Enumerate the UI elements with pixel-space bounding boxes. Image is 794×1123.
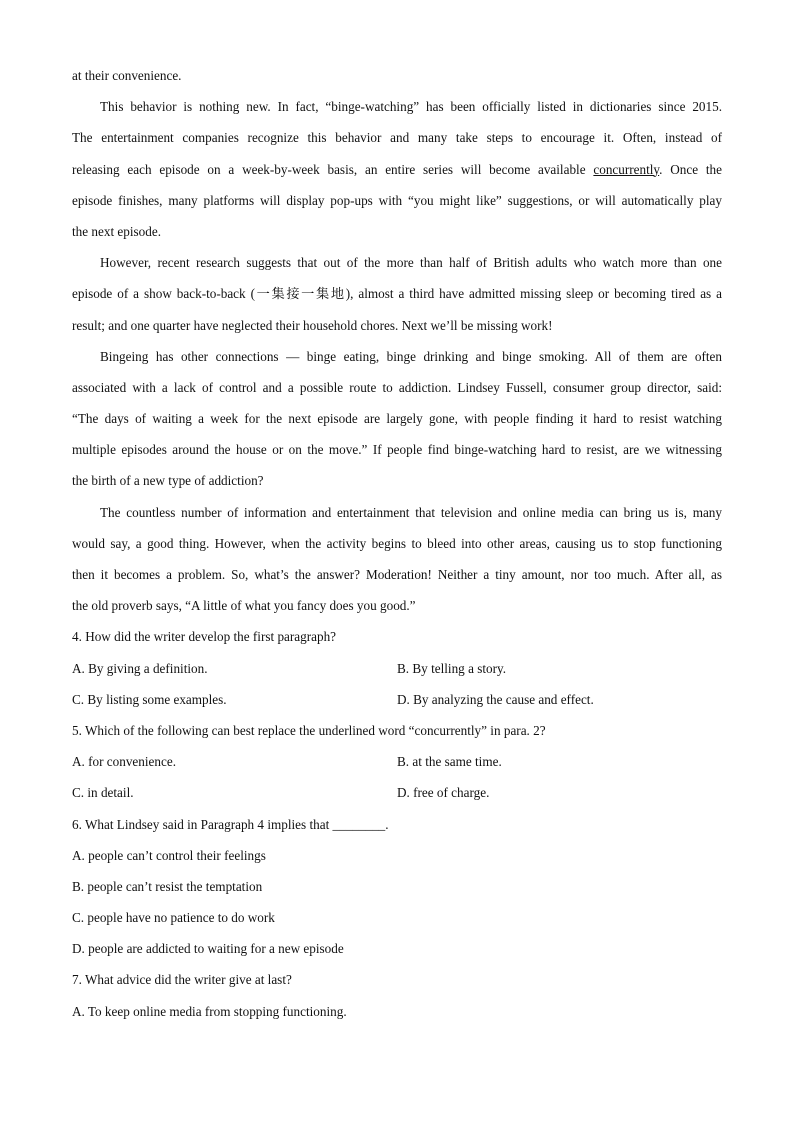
option-d: D. free of charge. — [397, 785, 490, 801]
passage-line: result; and one quarter have neglected their household chores. Next we’ll be missing work! — [72, 317, 553, 333]
passage-paragraph-4 — [72, 497, 722, 622]
passage-paragraph-2 — [72, 247, 722, 341]
option-b: B. By telling a story. — [397, 660, 507, 676]
passage-paragraph-1 — [72, 91, 722, 247]
question-stem: 6. What Lindsey said in Paragraph 4 implies that ________. — [72, 816, 389, 832]
option-row — [72, 653, 722, 684]
passage-line: then it becomes a problem. So, what’s the answer? Moderation! Neither a tiny amount, nor too much. After all, as — [72, 567, 722, 582]
option-c: C. people have no patience to do work — [72, 910, 275, 926]
option-row — [72, 746, 722, 777]
question-stem: 4. How did the writer develop the first paragraph? — [72, 629, 337, 645]
question-6 — [72, 809, 722, 965]
passage-line-with-underline — [72, 154, 722, 185]
document-page — [72, 60, 722, 1027]
option-b: B. at the same time. — [397, 754, 502, 770]
passage-line: This behavior is nothing new. In fact, “binge-watching” has been officially listed in dictionaries since 2015. — [100, 99, 722, 115]
option-a: A. people can’t control their feelings — [72, 847, 266, 863]
passage-line: episode finishes, many platforms will display pop-ups with “you might like” suggestions, or will automatically play — [72, 192, 722, 208]
option-row — [72, 777, 722, 808]
option-a: A. for convenience. — [72, 754, 176, 770]
passage-line: episode of a show back-to-back (一集接一集地), almost a third have admitted missing sleep or becoming tired as a — [72, 286, 722, 302]
question-4 — [72, 621, 722, 715]
passage-line: associated with a lack of control and a possible route to addiction. Lindsey Fussell, consumer group director, said: — [72, 379, 722, 395]
option-a: A. By giving a definition. — [72, 660, 208, 676]
passage-text: . Once the — [659, 161, 723, 177]
passage-line: The entertainment companies recognize this behavior and many take steps to encourage it. Often, instead of — [72, 130, 722, 146]
passage-line: The countless number of information and entertainment that television and online media can bring us is, many — [100, 504, 722, 520]
passage-line: the old proverb says, “A little of what you fancy does you good.” — [72, 598, 416, 614]
question-stem: 5. Which of the following can best replace the underlined word “concurrently” in para. 2? — [72, 722, 546, 738]
option-c: C. in detail. — [72, 785, 134, 801]
passage-line: Bingeing has other connections — binge eating, binge drinking and binge smoking. All of them are often — [100, 348, 722, 364]
passage-text: releasing each episode on a week-by-week basis, an entire series will become available — [72, 161, 586, 177]
option-d: D. people are addicted to waiting for a new episode — [72, 941, 344, 957]
underlined-word: concurrently — [593, 161, 660, 177]
passage-line: the birth of a new type of addiction? — [72, 473, 264, 489]
question-5 — [72, 715, 722, 809]
passage-line: multiple episodes around the house or on the move.” If people find binge-watching hard to resist, are we witnessing — [72, 442, 722, 458]
question-7 — [72, 964, 722, 1026]
option-b: B. people can’t resist the temptation — [72, 878, 263, 894]
option-a: A. To keep online media from stopping functioning. — [72, 1003, 347, 1019]
passage-line: would say, a good thing. However, when the activity begins to bleed into other areas, causing us to stop functioning — [72, 535, 722, 551]
option-d: D. By analyzing the cause and effect. — [397, 691, 594, 707]
passage-line: the next episode. — [72, 223, 161, 239]
passage-line: However, recent research suggests that out of the more than half of British adults who watch more than one — [100, 255, 722, 271]
option-c: C. By listing some examples. — [72, 691, 227, 707]
passage-line: “The days of waiting a week for the next episode are largely gone, with people finding it hard to resist watching — [72, 411, 722, 427]
question-stem: 7. What advice did the writer give at last? — [72, 972, 292, 988]
passage-paragraph-3 — [72, 341, 722, 497]
passage-line: at their convenience. — [72, 68, 182, 83]
option-row — [72, 684, 722, 715]
